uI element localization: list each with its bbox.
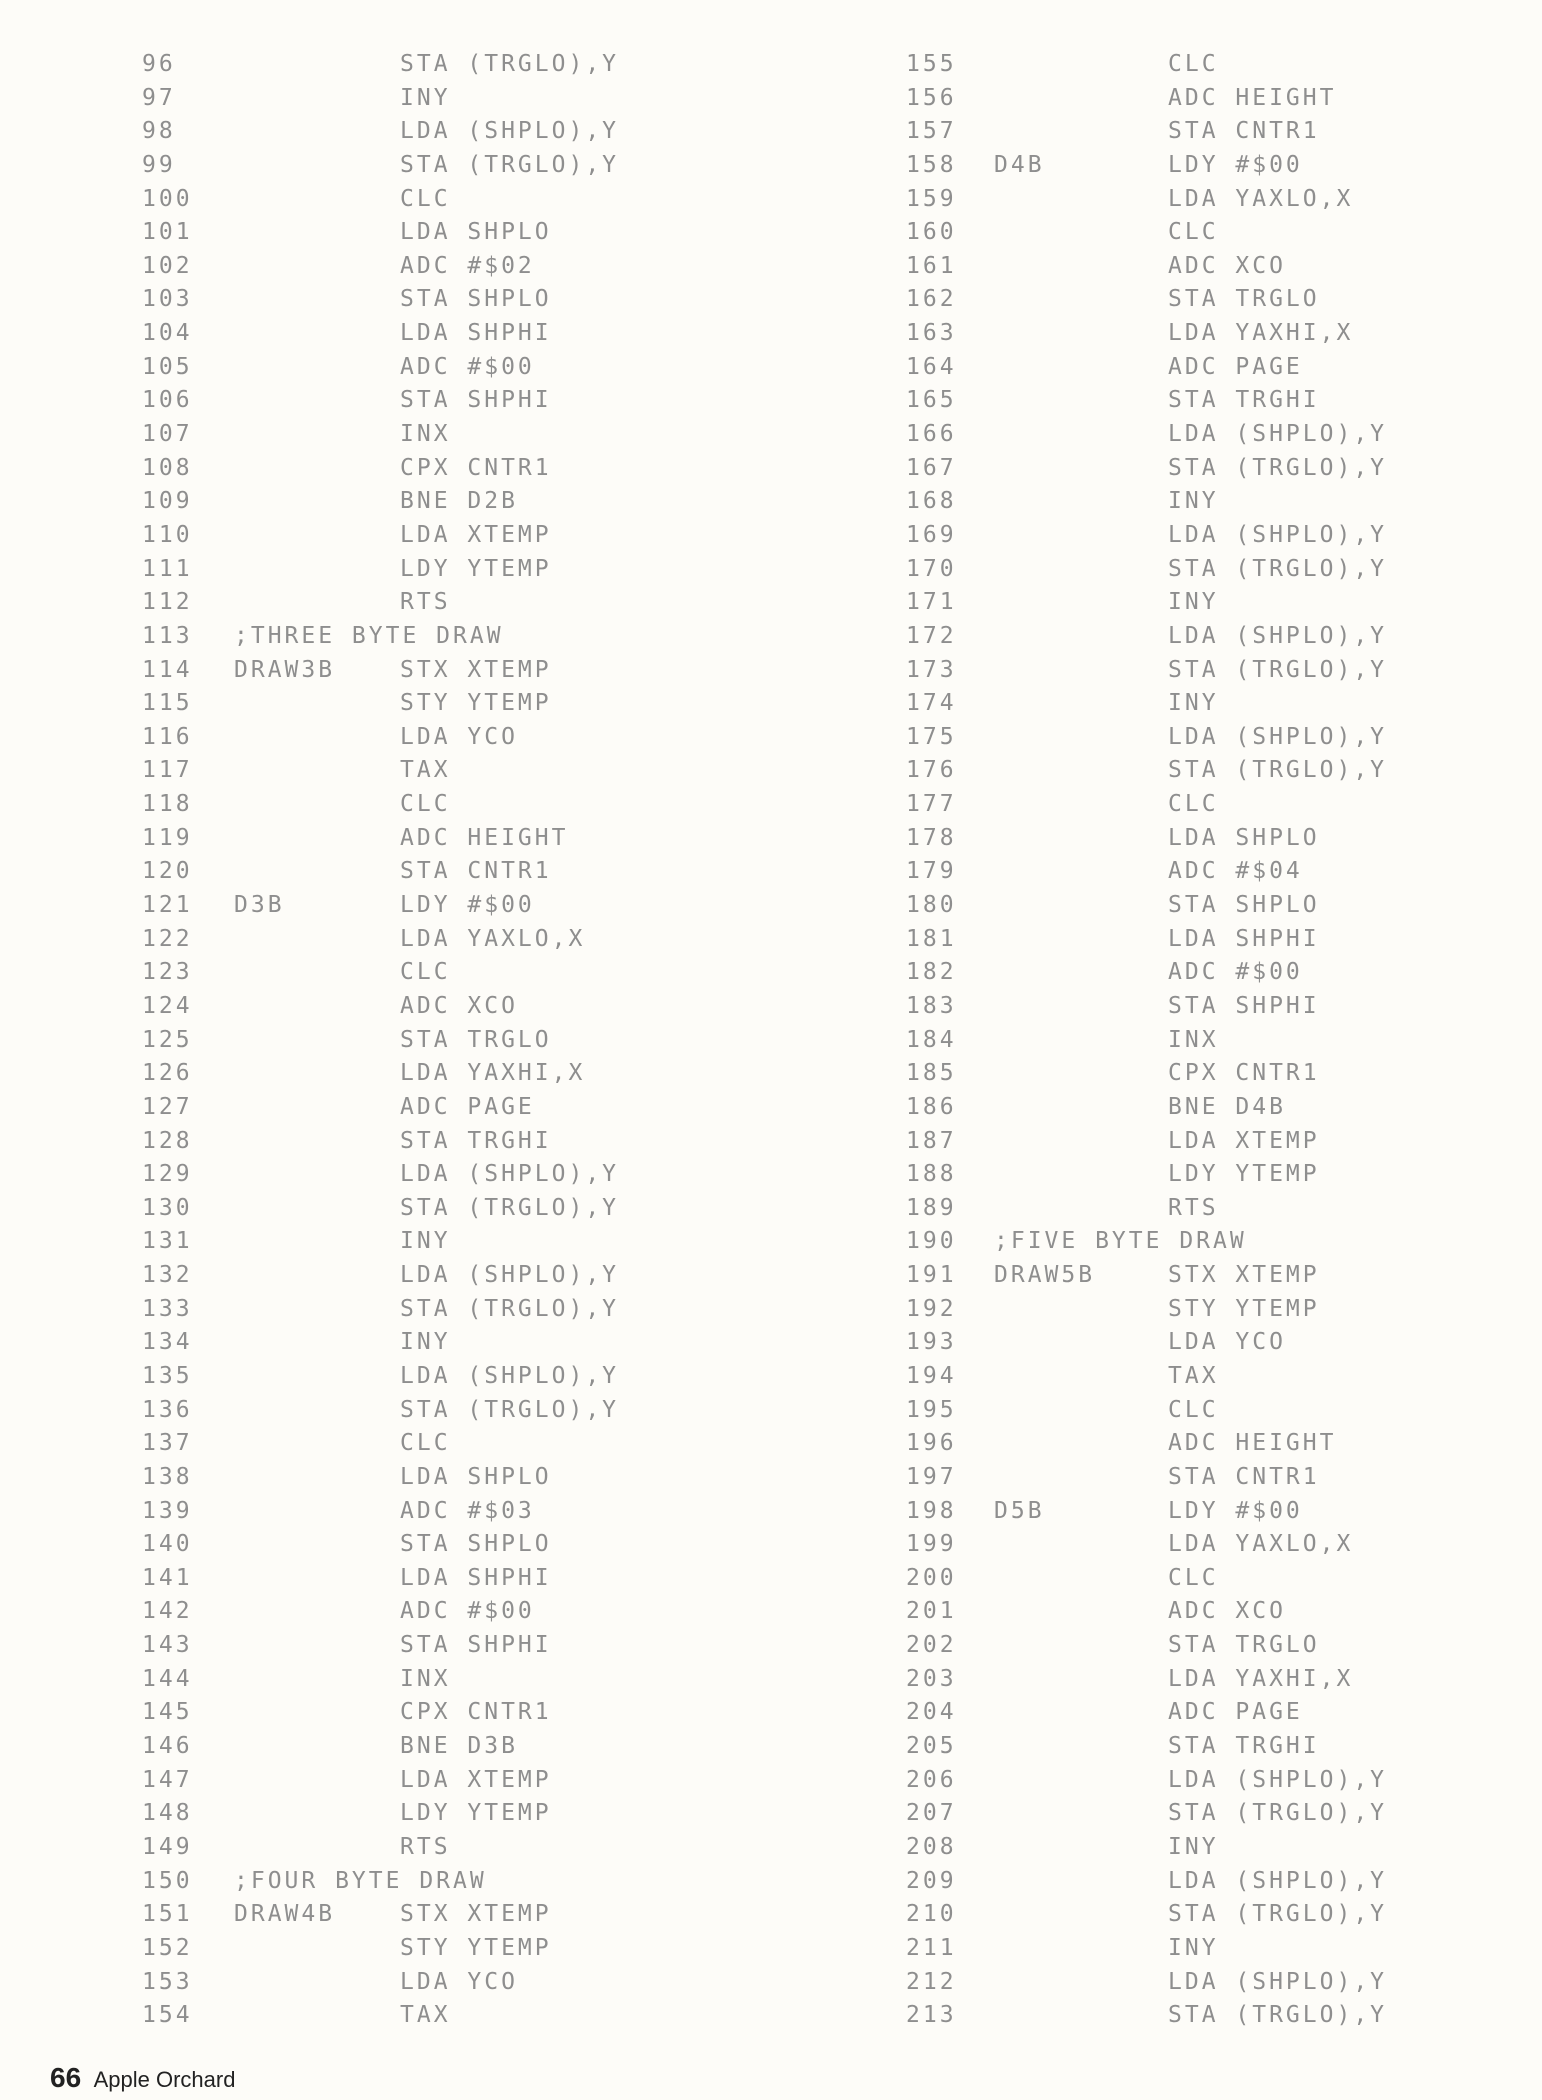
line-number: 125	[142, 1026, 193, 1053]
code-instruction: STA (TRGLO),Y	[1168, 757, 1388, 784]
line-number: 108	[142, 454, 193, 481]
line-number: 135	[142, 1362, 193, 1389]
code-instruction: STA (TRGLO),Y	[400, 1396, 620, 1423]
line-number: 144	[142, 1665, 193, 1692]
line-number: 110	[142, 521, 193, 548]
code-label: DRAW4B	[234, 1901, 336, 1928]
code-instruction: STA (TRGLO),Y	[400, 51, 620, 77]
line-number: 198	[906, 1497, 957, 1524]
code-instruction: STA SHPLO	[400, 286, 552, 313]
code-instruction: ADC HEIGHT	[1168, 84, 1337, 111]
code-instruction: LDA YAXLO,X	[1168, 1531, 1354, 1558]
line-number: 148	[142, 1800, 193, 1827]
line-number: 122	[142, 925, 193, 952]
line-number: 185	[906, 1060, 957, 1087]
line-number: 123	[142, 959, 193, 986]
line-number: 202	[906, 1632, 957, 1659]
line-number: 190	[906, 1228, 957, 1255]
code-instruction: INY	[400, 1329, 451, 1356]
code-instruction: ADC XCO	[1168, 252, 1286, 279]
line-number: 143	[142, 1632, 193, 1659]
line-number: 137	[142, 1430, 193, 1457]
code-instruction: STA (TRGLO),Y	[400, 151, 620, 178]
code-instruction: TAX	[1168, 1362, 1219, 1389]
line-number: 115	[142, 690, 193, 717]
line-number: 199	[906, 1531, 957, 1558]
line-number: 155	[906, 51, 957, 77]
code-instruction: LDY #$00	[400, 892, 535, 919]
code-instruction: INY	[1168, 1833, 1219, 1860]
code-instruction: STA (TRGLO),Y	[1168, 1901, 1388, 1928]
line-number: 147	[142, 1766, 193, 1793]
line-number: 194	[906, 1362, 957, 1389]
code-instruction: RTS	[400, 1833, 451, 1860]
line-number: 105	[142, 353, 193, 380]
code-instruction: INY	[1168, 589, 1219, 616]
code-instruction: CLC	[1168, 1396, 1219, 1423]
line-number: 104	[142, 320, 193, 347]
code-instruction: STA (TRGLO),Y	[1168, 2002, 1388, 2029]
line-number: 163	[906, 320, 957, 347]
line-number: 197	[906, 1463, 957, 1490]
line-number: 200	[906, 1564, 957, 1591]
line-number: 154	[142, 2002, 193, 2029]
line-number: 184	[906, 1026, 957, 1053]
line-number: 129	[142, 1161, 193, 1188]
line-number: 201	[906, 1598, 957, 1625]
code-instruction: STA CNTR1	[1168, 118, 1320, 145]
line-number: 168	[906, 488, 957, 515]
code-instruction: LDA (SHPLO),Y	[400, 1362, 620, 1389]
page-number: 66	[50, 2062, 82, 2093]
code-instruction: LDA YAXHI,X	[1168, 1665, 1354, 1692]
code-instruction: STX XTEMP	[400, 1901, 552, 1928]
line-number: 196	[906, 1430, 957, 1457]
code-instruction: STA TRGLO	[1168, 1632, 1320, 1659]
line-number: 176	[906, 757, 957, 784]
line-number: 146	[142, 1733, 193, 1760]
code-instruction: STA SHPHI	[1168, 992, 1320, 1019]
line-number: 205	[906, 1733, 957, 1760]
code-instruction: LDA SHPHI	[400, 320, 552, 347]
code-instruction: INY	[400, 1228, 451, 1255]
line-number: 159	[906, 185, 957, 212]
code-instruction: STA SHPHI	[400, 387, 552, 414]
line-number: 127	[142, 1093, 193, 1120]
line-number: 126	[142, 1060, 193, 1087]
code-instruction: LDA YAXHI,X	[1168, 320, 1354, 347]
line-number: 189	[906, 1194, 957, 1221]
line-number: 191	[906, 1262, 957, 1289]
line-number: 153	[142, 1968, 193, 1995]
code-instruction: ADC PAGE	[1168, 1699, 1303, 1726]
code-instruction: LDA (SHPLO),Y	[400, 1161, 620, 1188]
code-instruction: LDY YTEMP	[400, 1800, 552, 1827]
line-number: 167	[906, 454, 957, 481]
code-label: D3B	[234, 892, 285, 919]
line-number: 151	[142, 1901, 193, 1928]
line-number: 170	[906, 555, 957, 582]
line-number: 145	[142, 1699, 193, 1726]
line-number: 117	[142, 757, 193, 784]
line-number: 118	[142, 791, 193, 818]
code-instruction: STX XTEMP	[400, 656, 552, 683]
code-instruction: LDA YCO	[400, 723, 518, 750]
code-instruction: ADC HEIGHT	[1168, 1430, 1337, 1457]
line-number: 187	[906, 1127, 957, 1154]
line-number: 169	[906, 521, 957, 548]
line-number: 114	[142, 656, 193, 683]
code-instruction: LDA (SHPLO),Y	[1168, 521, 1388, 548]
publication-name: Apple Orchard	[93, 2067, 236, 2092]
line-number: 109	[142, 488, 193, 515]
code-instruction: CLC	[1168, 51, 1219, 77]
code-instruction: LDA (SHPLO),Y	[1168, 622, 1388, 649]
line-number: 98	[142, 118, 176, 145]
line-number: 116	[142, 723, 193, 750]
code-instruction: STA SHPHI	[400, 1632, 552, 1659]
code-instruction: INY	[1168, 1934, 1219, 1961]
code-instruction: CLC	[400, 185, 451, 212]
line-number: 124	[142, 992, 193, 1019]
line-number: 152	[142, 1934, 193, 1961]
code-instruction: LDA SHPHI	[400, 1564, 552, 1591]
line-number: 156	[906, 84, 957, 111]
line-number: 138	[142, 1463, 193, 1490]
code-instruction: TAX	[400, 2002, 451, 2029]
line-number: 177	[906, 791, 957, 818]
line-number: 134	[142, 1329, 193, 1356]
code-instruction: STA TRGHI	[400, 1127, 552, 1154]
code-instruction: BNE D2B	[400, 488, 518, 515]
code-instruction: STA SHPLO	[400, 1531, 552, 1558]
line-number: 119	[142, 824, 193, 851]
code-instruction: STY YTEMP	[1168, 1295, 1320, 1322]
line-number: 206	[906, 1766, 957, 1793]
code-instruction: STA CNTR1	[1168, 1463, 1320, 1490]
code-instruction: LDA (SHPLO),Y	[400, 1262, 620, 1289]
code-instruction: CLC	[400, 959, 451, 986]
code-instruction: CLC	[400, 791, 451, 818]
code-label: D4B	[994, 151, 1045, 178]
code-instruction: ADC #$04	[1168, 858, 1303, 885]
code-instruction: STA TRGLO	[1168, 286, 1320, 313]
code-instruction: STX XTEMP	[1168, 1262, 1320, 1289]
code-label: ;THREE BYTE DRAW	[234, 622, 504, 649]
code-instruction: LDA YAXHI,X	[400, 1060, 586, 1087]
line-number: 183	[906, 992, 957, 1019]
code-instruction: BNE D3B	[400, 1733, 518, 1760]
line-number: 209	[906, 1867, 957, 1894]
code-label: DRAW5B	[994, 1262, 1096, 1289]
code-instruction: STA (TRGLO),Y	[1168, 555, 1388, 582]
line-number: 142	[142, 1598, 193, 1625]
code-instruction: INY	[1168, 488, 1219, 515]
code-instruction: CPX CNTR1	[1168, 1060, 1320, 1087]
line-number: 97	[142, 84, 176, 111]
code-instruction: LDA YCO	[400, 1968, 518, 1995]
line-number: 103	[142, 286, 193, 313]
line-number: 96	[142, 51, 176, 77]
code-instruction: LDY #$00	[1168, 151, 1303, 178]
code-instruction: STA TRGHI	[1168, 387, 1320, 414]
code-instruction: LDA XTEMP	[400, 1766, 552, 1793]
code-instruction: LDA SHPLO	[1168, 824, 1320, 851]
line-number: 99	[142, 151, 176, 178]
line-number: 204	[906, 1699, 957, 1726]
line-number: 210	[906, 1901, 957, 1928]
code-instruction: CLC	[400, 1430, 451, 1457]
line-number: 175	[906, 723, 957, 750]
line-number: 178	[906, 824, 957, 851]
line-number: 112	[142, 589, 193, 616]
line-number: 149	[142, 1833, 193, 1860]
code-label: ;FOUR BYTE DRAW	[234, 1867, 487, 1894]
code-instruction: STY YTEMP	[400, 1934, 552, 1961]
code-instruction: ADC PAGE	[400, 1093, 535, 1120]
line-number: 106	[142, 387, 193, 414]
code-instruction: LDA XTEMP	[1168, 1127, 1320, 1154]
code-instruction: LDA XTEMP	[400, 521, 552, 548]
code-instruction: RTS	[1168, 1194, 1219, 1221]
line-number: 180	[906, 892, 957, 919]
line-number: 132	[142, 1262, 193, 1289]
code-instruction: LDA SHPLO	[400, 1463, 552, 1490]
line-number: 203	[906, 1665, 957, 1692]
code-instruction: ADC PAGE	[1168, 353, 1303, 380]
code-label: D5B	[994, 1497, 1045, 1524]
line-number: 181	[906, 925, 957, 952]
code-instruction: LDA YCO	[1168, 1329, 1286, 1356]
line-number: 161	[906, 252, 957, 279]
line-number: 195	[906, 1396, 957, 1423]
code-instruction: LDA (SHPLO),Y	[400, 118, 620, 145]
line-number: 157	[906, 118, 957, 145]
code-instruction: LDA (SHPLO),Y	[1168, 1968, 1388, 1995]
line-number: 172	[906, 622, 957, 649]
line-number: 207	[906, 1800, 957, 1827]
code-instruction: LDY YTEMP	[1168, 1161, 1320, 1188]
code-instruction: STA SHPLO	[1168, 892, 1320, 919]
code-instruction: STY YTEMP	[400, 690, 552, 717]
code-instruction: INX	[400, 421, 451, 448]
line-number: 188	[906, 1161, 957, 1188]
line-number: 162	[906, 286, 957, 313]
code-instruction: ADC #$00	[1168, 959, 1303, 986]
code-label: DRAW3B	[234, 656, 336, 683]
line-number: 208	[906, 1833, 957, 1860]
line-number: 150	[142, 1867, 193, 1894]
line-number: 102	[142, 252, 193, 279]
line-number: 107	[142, 421, 193, 448]
line-number: 139	[142, 1497, 193, 1524]
code-instruction: CLC	[1168, 219, 1219, 246]
line-number: 130	[142, 1194, 193, 1221]
line-number: 100	[142, 185, 193, 212]
page-footer	[50, 2062, 235, 2094]
line-number: 141	[142, 1564, 193, 1591]
code-instruction: ADC HEIGHT	[400, 824, 569, 851]
code-instruction: LDA YAXLO,X	[1168, 185, 1354, 212]
line-number: 179	[906, 858, 957, 885]
code-instruction: ADC XCO	[1168, 1598, 1286, 1625]
code-instruction: STA CNTR1	[400, 858, 552, 885]
line-number: 101	[142, 219, 193, 246]
code-instruction: ADC #$00	[400, 1598, 535, 1625]
code-instruction: ADC XCO	[400, 992, 518, 1019]
code-instruction: CLC	[1168, 791, 1219, 818]
code-instruction: LDA YAXLO,X	[400, 925, 586, 952]
code-instruction: TAX	[400, 757, 451, 784]
code-instruction: STA (TRGLO),Y	[1168, 1800, 1388, 1827]
line-number: 121	[142, 892, 193, 919]
code-instruction: CPX CNTR1	[400, 1699, 552, 1726]
code-instruction: LDA (SHPLO),Y	[1168, 723, 1388, 750]
line-number: 158	[906, 151, 957, 178]
code-instruction: STA TRGHI	[1168, 1733, 1320, 1760]
line-number: 186	[906, 1093, 957, 1120]
code-instruction: ADC #$03	[400, 1497, 535, 1524]
line-number: 165	[906, 387, 957, 414]
code-instruction: LDY #$00	[1168, 1497, 1303, 1524]
code-instruction: CLC	[1168, 1564, 1219, 1591]
line-number: 213	[906, 2002, 957, 2029]
line-number: 128	[142, 1127, 193, 1154]
line-number: 113	[142, 622, 193, 649]
line-number: 174	[906, 690, 957, 717]
code-instruction: INX	[1168, 1026, 1219, 1053]
line-number: 173	[906, 656, 957, 683]
code-label: ;FIVE BYTE DRAW	[994, 1228, 1247, 1255]
line-number: 164	[906, 353, 957, 380]
code-instruction: INY	[1168, 690, 1219, 717]
line-number: 212	[906, 1968, 957, 1995]
line-number: 160	[906, 219, 957, 246]
line-number: 120	[142, 858, 193, 885]
line-number: 182	[906, 959, 957, 986]
code-instruction: LDY YTEMP	[400, 555, 552, 582]
code-instruction: LDA SHPHI	[1168, 925, 1320, 952]
code-instruction: ADC #$02	[400, 252, 535, 279]
code-instruction: INY	[400, 84, 451, 111]
code-instruction: ADC #$00	[400, 353, 535, 380]
line-number: 211	[906, 1934, 957, 1961]
line-number: 136	[142, 1396, 193, 1423]
line-number: 131	[142, 1228, 193, 1255]
code-instruction: LDA (SHPLO),Y	[1168, 1766, 1388, 1793]
code-instruction: STA TRGLO	[400, 1026, 552, 1053]
code-instruction: STA (TRGLO),Y	[1168, 656, 1388, 683]
line-number: 140	[142, 1531, 193, 1558]
code-instruction: INX	[400, 1665, 451, 1692]
code-instruction: CPX CNTR1	[400, 454, 552, 481]
code-instruction: LDA (SHPLO),Y	[1168, 1867, 1388, 1894]
line-number: 166	[906, 421, 957, 448]
code-instruction: BNE D4B	[1168, 1093, 1286, 1120]
line-number: 171	[906, 589, 957, 616]
code-instruction: STA (TRGLO),Y	[400, 1194, 620, 1221]
line-number: 111	[142, 555, 193, 582]
code-instruction: STA (TRGLO),Y	[400, 1295, 620, 1322]
line-number: 133	[142, 1295, 193, 1322]
code-instruction: STA (TRGLO),Y	[1168, 454, 1388, 481]
code-instruction: RTS	[400, 589, 451, 616]
code-instruction: LDA (SHPLO),Y	[1168, 421, 1388, 448]
code-instruction: LDA SHPLO	[400, 219, 552, 246]
line-number: 192	[906, 1295, 957, 1322]
line-number: 193	[906, 1329, 957, 1356]
